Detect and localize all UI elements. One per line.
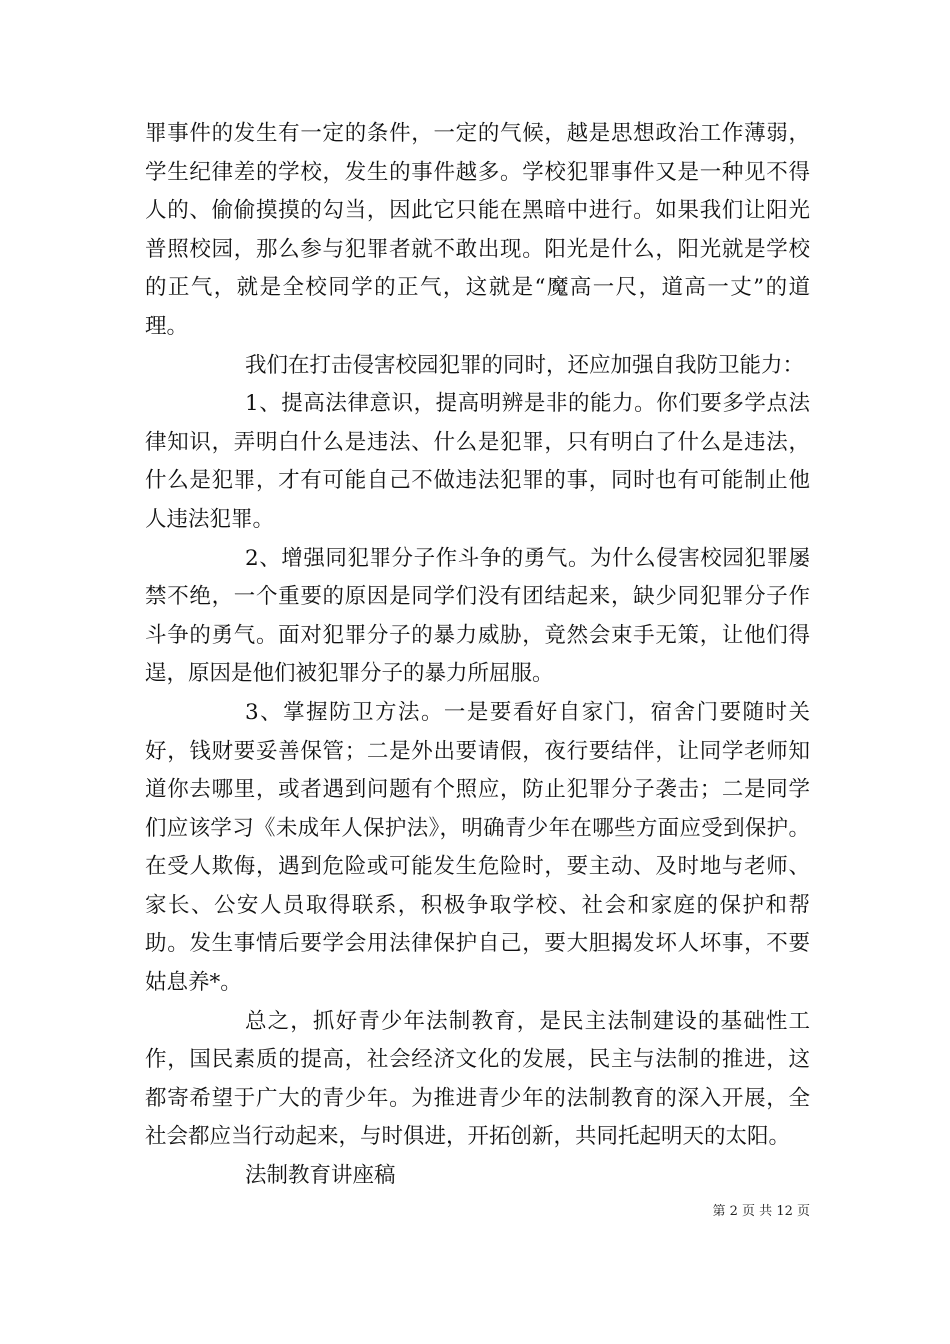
paragraph-point-2: 2、增强同犯罪分子作斗争的勇气。为什么侵害校园犯罪屡禁不绝，一个重要的原因是同学们没有团结起来，缺少同犯罪分子作斗争的勇气。面对犯罪分子的暴力威胁，竟然会束手无策，让他们得逞，原因是他们被犯罪分子的暴力所屈服。 (145, 545, 810, 687)
paragraph-next-title: 法制教育讲座稿 (245, 1163, 396, 1189)
paragraph-continuation: 罪事件的发生有一定的条件，一定的气候，越是思想政治工作薄弱，学生纪律差的学校，发生的事件越多。学校犯罪事件又是一种见不得人的、偷偷摸摸的勾当，因此它只能在黑暗中进行。如果我们让阳光普照校园，那么参与犯罪者就不敢出现。阳光是什么，阳光就是学校的正气，就是全校同学的正气，这就是“魔高一尺，道高一丈”的道理。 (145, 121, 810, 339)
page-number-footer: 第 2 页 共 12 页 (712, 1204, 810, 1219)
paragraph-point-1: 1、提高法律意识，提高明辨是非的能力。你们要多学点法律知识，弄明白什么是违法、什么是犯罪，只有明白了什么是违法，什么是犯罪，才有可能自己不做违法犯罪的事，同时也有可能制止他人违法犯罪。 (145, 391, 810, 532)
paragraph-self-defense-intro: 我们在打击侵害校园犯罪的同时，还应加强自我防卫能力： (245, 352, 805, 378)
paragraph-point-3: 3、掌握防卫方法。一是要看好自家门，宿舍门要随时关好，钱财要妥善保管；二是外出要请假，夜行要结伴，让同学老师知道你去哪里，或者遇到问题有个照应，防止犯罪分子袭击；二是同学们应该学习《未成年人保护法》，明确青少年在哪些方面应受到保护。在受人欺侮，遇到危险或可能发生危险时，要主动、及时地与老师、家长、公安人员取得联系，积极争取学校、社会和家庭的保护和帮助。发生事情后要学会用法律保护自己，要大胆揭发坏人坏事，不要姑息养*。 (145, 699, 810, 996)
document-body (145, 115, 810, 1196)
paragraph-conclusion: 总之，抓好青少年法制教育，是民主法制建设的基础性工作，国民素质的提高，社会经济文化的发展，民主与法制的推进，这都寄希望于广大的青少年。为推进青少年的法制教育的深入开展，全社会都应当行动起来，与时俱进，开拓创新，共同托起明天的太阳。 (145, 1008, 810, 1150)
